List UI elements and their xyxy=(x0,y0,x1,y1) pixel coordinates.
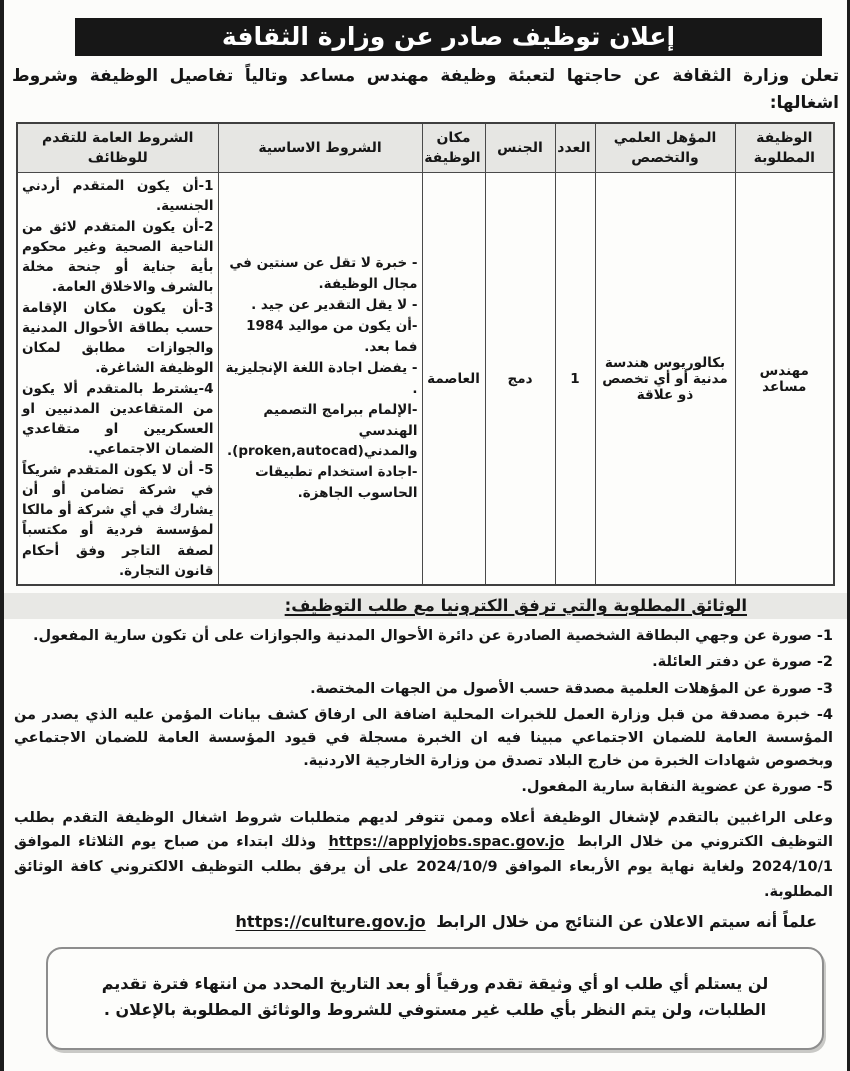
list-item: - خبرة لا تقل عن سنتين في مجال الوظيفة. xyxy=(229,255,418,293)
results-link[interactable]: https://culture.gov.jo xyxy=(235,912,426,932)
note-text: لن يستلم أي طلب او أي وثيقة تقدم ورقياً أو بعد التاريخ المحدد من انتهاء فترة تقديم الطلبات، ولن يتم النظر بأي طلب غير مستوفي للشروط والوثائق المطلوبة بالإعلان . xyxy=(101,973,769,1020)
table-row xyxy=(17,173,834,586)
application-paragraph xyxy=(14,806,833,906)
page-title: إعلان توظيف صادر عن وزارة الثقافة xyxy=(221,22,676,51)
cell-location: العاصمة xyxy=(422,173,485,586)
list-item: 2- صورة عن دفتر العائلة. xyxy=(652,654,833,671)
results-text: علماً أنه سيتم الاعلان عن النتائج من خلال الرابط xyxy=(436,912,817,932)
list-item: 1-أن يكون المتقدم أردني الجنسية. xyxy=(22,178,214,215)
list-item: 5- أن لا يكون المتقدم شريكاً في شركة تضامن أو أن يشارك في أي شركة أو مالكا لمؤسسة فردية أو مكتسباً لصفة التاجر وفق أحكام قانون التجارة. xyxy=(22,461,214,579)
col-header-general-conditions: الشروط العامة للتقدم للوظائف xyxy=(17,123,218,173)
title-banner xyxy=(75,18,822,56)
cell-gender: دمج xyxy=(485,173,555,586)
list-item: 3-أن يكون مكان الإقامة حسب بطاقة الأحوال المدنية والجوازات مطابق لمكان الوظيفة الشاغرة. xyxy=(22,299,214,377)
table-header-row xyxy=(17,123,834,173)
col-header-location: مكان الوظيفة xyxy=(422,123,485,173)
col-header-basic-conditions: الشروط الاساسية xyxy=(218,123,422,173)
list-item: 2-أن يكون المتقدم لائق من الناحية الصحية وغير محكوم بأية جناية أو جنحة مخلة بالشرف والاخلاق العامة. xyxy=(22,218,214,296)
list-item: 1- صورة عن وجهي البطاقة الشخصية الصادرة عن دائرة الأحوال المدنية والجوازات على أن تكون سارية المفعول. xyxy=(32,628,833,645)
col-header-qualification: المؤهل العلمي والتخصص xyxy=(595,123,735,173)
col-header-gender: الجنس xyxy=(485,123,555,173)
list-item: -أن يكون من مواليد 1984 فما بعد. xyxy=(246,317,418,355)
results-line xyxy=(14,909,817,935)
application-text-before: وعلى الراغبين بالتقدم لإشغال الوظيفة أعلاه وممن تتوفر لديهم متطلبات شروط اشغال الوظيفة التقدم بطلب التوظيف الكتروني من خلال الرابط xyxy=(14,809,833,851)
list-item: 3- صورة عن المؤهلات العلمية مصدقة حسب الأصول من الجهات المختصة. xyxy=(310,680,833,697)
cell-job-title: مهندس مساعد xyxy=(735,173,834,586)
documents-heading: الوثائق المطلوبة والتي ترفق الكترونيا مع طلب التوظيف: xyxy=(284,596,747,616)
cell-general-conditions xyxy=(17,173,218,586)
list-item: 4-يشترط بالمتقدم ألا يكون من المتقاعدين المدنيين او العسكريين او متقاعدي الضمان الاجتماعي. xyxy=(22,380,214,458)
list-item: -اجادة استخدام تطبيقات الحاسوب الجاهزة. xyxy=(255,464,418,502)
application-text-after: وذلك ابتداء من صباح يوم الثلاثاء الموافق 2024/10/1 ولغاية نهاية يوم الأربعاء الموافق 2024/10/9 على أن يرفق بطلب التوظيف الالكتروني كافة الوثائق المطلوبة. xyxy=(14,834,833,901)
apply-jobs-link[interactable]: https://applyjobs.spac.gov.jo xyxy=(328,834,565,851)
list-item: 5- صورة عن عضوية النقابة سارية المفعول. xyxy=(521,779,833,796)
list-item: - لا يقل التقدير عن جيد . xyxy=(251,297,418,314)
job-details-table xyxy=(16,122,835,587)
col-header-job-title: الوظيفة المطلوبة xyxy=(735,123,834,173)
documents-heading-strip xyxy=(4,593,847,619)
note-box xyxy=(46,947,824,1050)
list-item: -الإلمام ببرامج التصميم الهندسي والمدني(proken,autocad). xyxy=(227,401,418,460)
documents-list xyxy=(14,625,833,799)
col-header-count: العدد xyxy=(555,123,595,173)
list-item: 4- خبرة مصدقة من قبل وزارة العمل للخبرات المحلية اضافة الى ارفاق كشف بيانات المؤمن عليه الذي يصدر من المؤسسة العامة للضمان الاجتماعي مبينا فيه ان الخبرة مسجلة في قيود المؤسسة العامة للضمان الاجتماعي وبخصوص شهادات الخبرة من خارج البلاد تصدق من وزارة الخارجية الاردنية. xyxy=(14,706,833,770)
cell-qualification: بكالوريوس هندسة مدنية أو أي تخصص ذو علاقة xyxy=(595,173,735,586)
list-item: - يفضل اجادة اللغة الإنجليزية . xyxy=(225,359,418,397)
intro-text: تعلن وزارة الثقافة عن حاجتها لتعبئة وظيفة مهندس مساعد وتالياً تفاصيل الوظيفة وشروط اشغالها: xyxy=(12,66,839,113)
cell-basic-conditions xyxy=(218,173,422,586)
cell-count: 1 xyxy=(555,173,595,586)
